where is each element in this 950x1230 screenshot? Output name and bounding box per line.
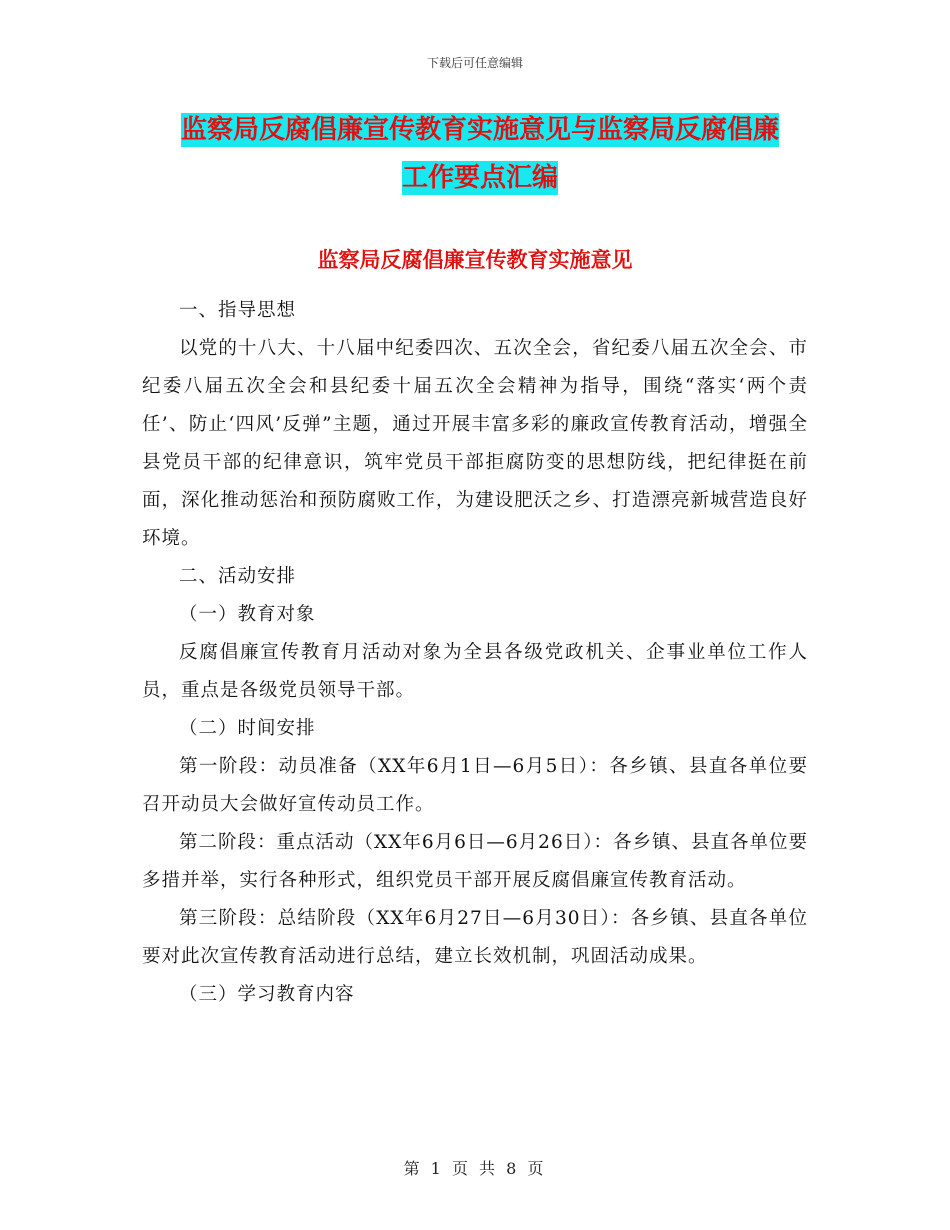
subheading-education-target: （一）教育对象 xyxy=(179,604,316,625)
document-body xyxy=(142,292,808,1014)
page-header-note: 下载后可任意编辑 xyxy=(426,56,523,70)
page-footer: 第 1 页 共 8 页 xyxy=(403,1159,547,1178)
document-title xyxy=(140,106,820,202)
paragraph-stage-two: 第二阶段：重点活动（XX年6月6日—6月26日）：各乡镇、县直各单位要多措并举，实行各种形式，组织党员干部开展反腐倡廉宣传教育活动。 xyxy=(142,832,808,891)
subheading-learning-content: （三）学习教育内容 xyxy=(179,984,355,1005)
paragraph-stage-one: 第一阶段：动员准备（XX年6月1日—6月5日）：各乡镇、县直各单位要召开动员大会做好宣传动员工作。 xyxy=(142,756,808,815)
document-title-line-1: 监察局反腐倡廉宣传教育实施意见与监察局反腐倡廉 xyxy=(180,115,779,145)
heading-activity-arrangement: 二、活动安排 xyxy=(179,566,297,587)
document-title-line-2: 工作要点汇编 xyxy=(401,163,558,193)
paragraph-education-target: 反腐倡廉宣传教育月活动对象为全县各级党政机关、企事业单位工作人员，重点是各级党员领导干部。 xyxy=(142,642,808,701)
paragraph-stage-three: 第三阶段：总结阶段（XX年6月27日—6月30日）：各乡镇、县直各单位要对此次宣传教育活动进行总结，建立长效机制，巩固活动成果。 xyxy=(142,908,808,967)
section-title: 监察局反腐倡廉宣传教育实施意见 xyxy=(317,248,633,272)
subheading-time-arrangement: （二）时间安排 xyxy=(179,718,316,739)
paragraph-guiding-ideology: 以党的十八大、十八届中纪委四次、五次全会，省纪委八届五次全会、市纪委八届五次全会和县纪委十届五次全会精神为指导，围绕“落实‘两个责任’、防止‘四风’反弹”主题，通过开展丰富多彩的廉政宣传教育活动，增强全县党员干部的纪律意识，筑牢党员干部拒腐防变的思想防线，把纪律挺在前面，深化推动惩治和预防腐败工作，为建设肥沃之乡、打造漂亮新城营造良好环境。 xyxy=(142,338,808,549)
heading-guiding-ideology: 一、指导思想 xyxy=(179,300,297,321)
